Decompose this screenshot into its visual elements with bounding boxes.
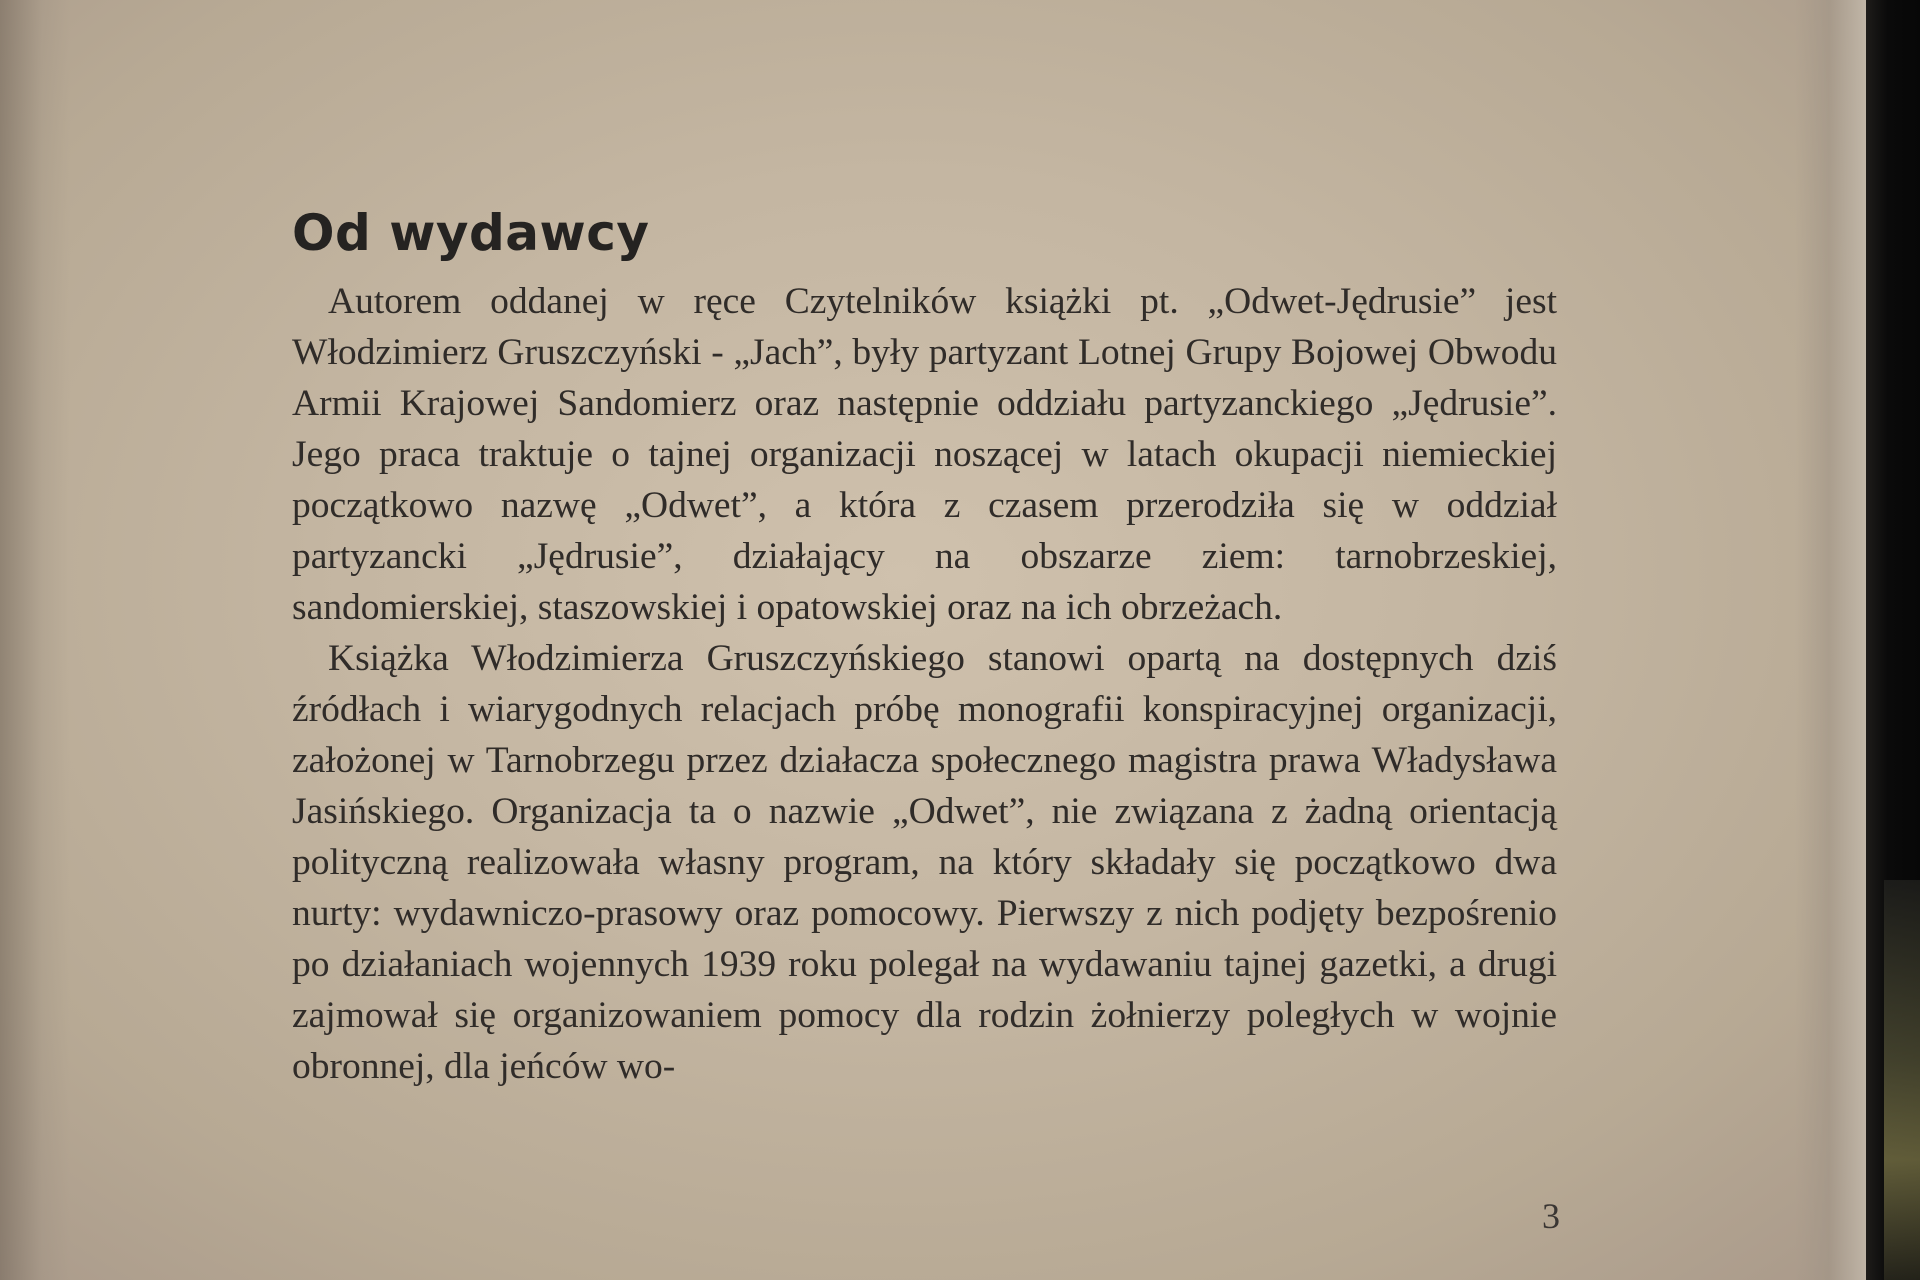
paragraph-2: Książka Włodzimierza Gruszczyńskiego stanowi opartą na dostępnych dziś źródłach i wiarygodnych relacjach próbę monografii konspiracyjnej organizacji, założonej w Tarnobrzegu przez działacza społecznego magistra prawa Władysława Jasińskiego. Organizacja ta o nazwie „Odwet”, nie związana z żadną orientacją polityczną realizowała własny program, na który składały się początkowo dwa nurty: wydawniczo-prasowy oraz pomocowy. Pierwszy z nich podjęty bezpośrenio po działaniach wojennych 1939 roku polegał na wydawaniu tajnej gazetki, a drugi zajmował się organizowaniem pomocy dla rodzin żołnierzy poległych w wojnie obronnej, dla jeńców wo- — [292, 638, 1557, 1087]
section-heading: Od wydawcy — [292, 204, 650, 262]
page-number: 3 — [1542, 1196, 1560, 1236]
background-edge — [1866, 0, 1920, 1280]
background-object — [1884, 880, 1920, 1280]
page-content — [292, 200, 1557, 1092]
paragraph-1: Autorem oddanej w ręce Czytelników książki pt. „Odwet-Jędrusie” jest Włodzimierz Gruszczyński - „Jach”, były partyzant Lotnej Grupy Bojowej Obwodu Armii Krajowej Sandomierz oraz następnie oddziału partyzanckiego „Jędrusie”. Jego praca traktuje o tajnej organizacji noszącej w latach okupacji niemieckiej początkowo nazwę „Odwet”, a która z czasem przerodziła się w oddział partyzancki „Jędrusie”, działający na obszarze ziem: tarnobrzeskiej, sandomierskiej, staszowskiej i opatowskiej oraz na ich obrzeżach. — [292, 281, 1557, 628]
